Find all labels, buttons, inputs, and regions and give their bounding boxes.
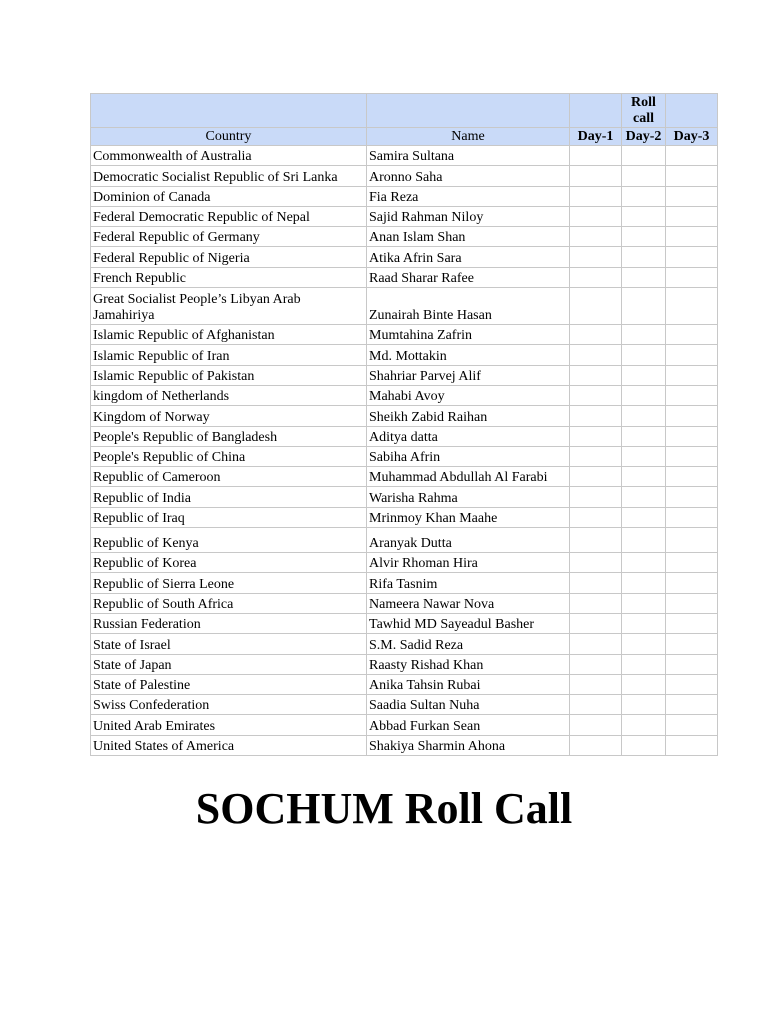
delegate-name-cell: Aranyak Dutta [367, 528, 570, 553]
day3-attendance-cell [666, 446, 718, 466]
day3-attendance-cell [666, 528, 718, 553]
delegate-name-cell: Anan Islam Shan [367, 227, 570, 247]
day1-attendance-cell [570, 634, 622, 654]
country-cell: People's Republic of Bangladesh [91, 426, 367, 446]
country-cell: State of Israel [91, 634, 367, 654]
country-cell: Russian Federation [91, 613, 367, 633]
day1-attendance-cell [570, 345, 622, 365]
day3-attendance-cell [666, 426, 718, 446]
day2-attendance-cell [622, 573, 666, 593]
page-title: SOCHUM Roll Call [195, 784, 573, 833]
day3-attendance-cell [666, 573, 718, 593]
delegate-name-cell: Alvir Rhoman Hira [367, 553, 570, 573]
day2-attendance-cell [622, 166, 666, 186]
day1-attendance-cell [570, 467, 622, 487]
header-day2: Day-2 [622, 128, 666, 146]
country-cell: Islamic Republic of Iran [91, 345, 367, 365]
table-row [91, 247, 718, 267]
day3-attendance-cell [666, 634, 718, 654]
day1-attendance-cell [570, 553, 622, 573]
day2-attendance-cell [622, 186, 666, 206]
delegate-name-cell: Shakiya Sharmin Ahona [367, 735, 570, 755]
country-cell: Islamic Republic of Pakistan [91, 365, 367, 385]
day3-attendance-cell [666, 593, 718, 613]
country-cell: Republic of Iraq [91, 507, 367, 527]
delegate-name-cell: Aditya datta [367, 426, 570, 446]
table-row [91, 206, 718, 226]
day1-attendance-cell [570, 674, 622, 694]
day2-attendance-cell [622, 553, 666, 573]
day2-attendance-cell [622, 634, 666, 654]
day3-attendance-cell [666, 406, 718, 426]
header-roll-call: Roll call [622, 94, 666, 128]
day1-attendance-cell [570, 613, 622, 633]
table-row [91, 654, 718, 674]
day2-attendance-cell [622, 507, 666, 527]
day1-attendance-cell [570, 507, 622, 527]
day2-attendance-cell [622, 146, 666, 166]
delegate-name-cell: Raad Sharar Rafee [367, 267, 570, 287]
table-row [91, 227, 718, 247]
day1-attendance-cell [570, 186, 622, 206]
day1-attendance-cell [570, 487, 622, 507]
country-cell: Commonwealth of Australia [91, 146, 367, 166]
table-row [91, 715, 718, 735]
country-cell: State of Palestine [91, 674, 367, 694]
day3-attendance-cell [666, 674, 718, 694]
day2-attendance-cell [622, 487, 666, 507]
table-row [91, 487, 718, 507]
day3-attendance-cell [666, 385, 718, 405]
day1-attendance-cell [570, 593, 622, 613]
day1-attendance-cell [570, 206, 622, 226]
day1-attendance-cell [570, 654, 622, 674]
table-row [91, 325, 718, 345]
day3-attendance-cell [666, 507, 718, 527]
day2-attendance-cell [622, 345, 666, 365]
country-cell: Republic of South Africa [91, 593, 367, 613]
day2-attendance-cell [622, 325, 666, 345]
table-row [91, 634, 718, 654]
country-cell: United States of America [91, 735, 367, 755]
table-row [91, 426, 718, 446]
day1-attendance-cell [570, 573, 622, 593]
delegate-name-cell: Sabiha Afrin [367, 446, 570, 466]
delegate-name-cell: Samira Sultana [367, 146, 570, 166]
table-row [91, 385, 718, 405]
table-row [91, 267, 718, 287]
day1-attendance-cell [570, 288, 622, 325]
day1-attendance-cell [570, 166, 622, 186]
delegate-name-cell: Mahabi Avoy [367, 385, 570, 405]
delegate-name-cell: Anika Tahsin Rubai [367, 674, 570, 694]
table-row [91, 507, 718, 527]
day1-attendance-cell [570, 735, 622, 755]
day3-attendance-cell [666, 613, 718, 633]
delegate-name-cell: Aronno Saha [367, 166, 570, 186]
day2-attendance-cell [622, 247, 666, 267]
day3-attendance-cell [666, 267, 718, 287]
delegate-name-cell: Fia Reza [367, 186, 570, 206]
day2-attendance-cell [622, 406, 666, 426]
delegate-name-cell: Sheikh Zabid Raihan [367, 406, 570, 426]
day3-attendance-cell [666, 186, 718, 206]
day1-attendance-cell [570, 365, 622, 385]
day3-attendance-cell [666, 467, 718, 487]
table-row [91, 446, 718, 466]
day1-attendance-cell [570, 247, 622, 267]
delegate-name-cell: Warisha Rahma [367, 487, 570, 507]
table-row [91, 735, 718, 755]
day1-attendance-cell [570, 385, 622, 405]
day1-attendance-cell [570, 715, 622, 735]
day3-attendance-cell [666, 206, 718, 226]
day3-attendance-cell [666, 345, 718, 365]
day2-attendance-cell [622, 227, 666, 247]
delegate-name-cell: Zunairah Binte Hasan [367, 288, 570, 325]
day3-attendance-cell [666, 325, 718, 345]
header-day1: Day-1 [570, 128, 622, 146]
day2-attendance-cell [622, 593, 666, 613]
country-cell: State of Japan [91, 654, 367, 674]
delegate-name-cell: Tawhid MD Sayeadul Basher [367, 613, 570, 633]
country-cell: Republic of Kenya [91, 528, 367, 553]
country-cell: Republic of Korea [91, 553, 367, 573]
day3-attendance-cell [666, 227, 718, 247]
country-cell: kingdom of Netherlands [91, 385, 367, 405]
country-cell: Federal Republic of Germany [91, 227, 367, 247]
day2-attendance-cell [622, 695, 666, 715]
delegate-name-cell: Nameera Nawar Nova [367, 593, 570, 613]
country-cell: Democratic Socialist Republic of Sri Lanka [91, 166, 367, 186]
day1-attendance-cell [570, 325, 622, 345]
table-row [91, 288, 718, 325]
day1-attendance-cell [570, 406, 622, 426]
delegate-name-cell: Shahriar Parvej Alif [367, 365, 570, 385]
header-blank-country [91, 94, 367, 128]
table-row [91, 553, 718, 573]
country-cell: Federal Republic of Nigeria [91, 247, 367, 267]
delegate-name-cell: Saadia Sultan Nuha [367, 695, 570, 715]
header-blank-name [367, 94, 570, 128]
day1-attendance-cell [570, 528, 622, 553]
country-cell: Federal Democratic Republic of Nepal [91, 206, 367, 226]
day2-attendance-cell [622, 267, 666, 287]
table-row [91, 613, 718, 633]
day2-attendance-cell [622, 735, 666, 755]
day2-attendance-cell [622, 365, 666, 385]
country-cell: Republic of India [91, 487, 367, 507]
table-row [91, 674, 718, 694]
delegate-name-cell: Sajid Rahman Niloy [367, 206, 570, 226]
header-blank-day1 [570, 94, 622, 128]
day3-attendance-cell [666, 695, 718, 715]
country-cell: Swiss Confederation [91, 695, 367, 715]
day2-attendance-cell [622, 674, 666, 694]
delegate-name-cell: Muhammad Abdullah Al Farabi [367, 467, 570, 487]
day2-attendance-cell [622, 385, 666, 405]
table-row [91, 593, 718, 613]
header-country: Country [91, 128, 367, 146]
header-day3: Day-3 [666, 128, 718, 146]
day3-attendance-cell [666, 247, 718, 267]
day3-attendance-cell [666, 166, 718, 186]
table-row [91, 166, 718, 186]
header-name: Name [367, 128, 570, 146]
day2-attendance-cell [622, 613, 666, 633]
country-cell: Republic of Sierra Leone [91, 573, 367, 593]
country-cell: French Republic [91, 267, 367, 287]
day1-attendance-cell [570, 695, 622, 715]
roll-call-table [90, 93, 718, 756]
day2-attendance-cell [622, 446, 666, 466]
country-cell: United Arab Emirates [91, 715, 367, 735]
delegate-name-cell: Abbad Furkan Sean [367, 715, 570, 735]
day3-attendance-cell [666, 553, 718, 573]
table-row [91, 146, 718, 166]
table-row [91, 467, 718, 487]
table-row [91, 695, 718, 715]
day2-attendance-cell [622, 528, 666, 553]
table-body [91, 146, 718, 756]
table-row [91, 573, 718, 593]
delegate-name-cell: Mumtahina Zafrin [367, 325, 570, 345]
delegate-name-cell: S.M. Sadid Reza [367, 634, 570, 654]
country-cell: People's Republic of China [91, 446, 367, 466]
day1-attendance-cell [570, 267, 622, 287]
day2-attendance-cell [622, 426, 666, 446]
day3-attendance-cell [666, 654, 718, 674]
country-cell: Dominion of Canada [91, 186, 367, 206]
country-cell: Great Socialist People’s Libyan Arab Jamahiriya [91, 288, 367, 325]
table-header-group-row [91, 94, 718, 128]
day2-attendance-cell [622, 288, 666, 325]
table-row [91, 528, 718, 553]
day3-attendance-cell [666, 288, 718, 325]
day2-attendance-cell [622, 467, 666, 487]
table-row [91, 345, 718, 365]
day3-attendance-cell [666, 715, 718, 735]
delegate-name-cell: Rifa Tasnim [367, 573, 570, 593]
delegate-name-cell: Mrinmoy Khan Maahe [367, 507, 570, 527]
delegate-name-cell: Md. Mottakin [367, 345, 570, 365]
header-blank-day3 [666, 94, 718, 128]
country-cell: Kingdom of Norway [91, 406, 367, 426]
day1-attendance-cell [570, 227, 622, 247]
day1-attendance-cell [570, 146, 622, 166]
country-cell: Republic of Cameroon [91, 467, 367, 487]
day3-attendance-cell [666, 487, 718, 507]
table-row [91, 365, 718, 385]
day1-attendance-cell [570, 446, 622, 466]
day3-attendance-cell [666, 735, 718, 755]
day3-attendance-cell [666, 365, 718, 385]
day2-attendance-cell [622, 715, 666, 735]
day3-attendance-cell [666, 146, 718, 166]
day1-attendance-cell [570, 426, 622, 446]
table-row [91, 406, 718, 426]
table-row [91, 186, 718, 206]
day2-attendance-cell [622, 206, 666, 226]
day2-attendance-cell [622, 654, 666, 674]
table-header-row [91, 128, 718, 146]
delegate-name-cell: Raasty Rishad Khan [367, 654, 570, 674]
delegate-name-cell: Atika Afrin Sara [367, 247, 570, 267]
country-cell: Islamic Republic of Afghanistan [91, 325, 367, 345]
